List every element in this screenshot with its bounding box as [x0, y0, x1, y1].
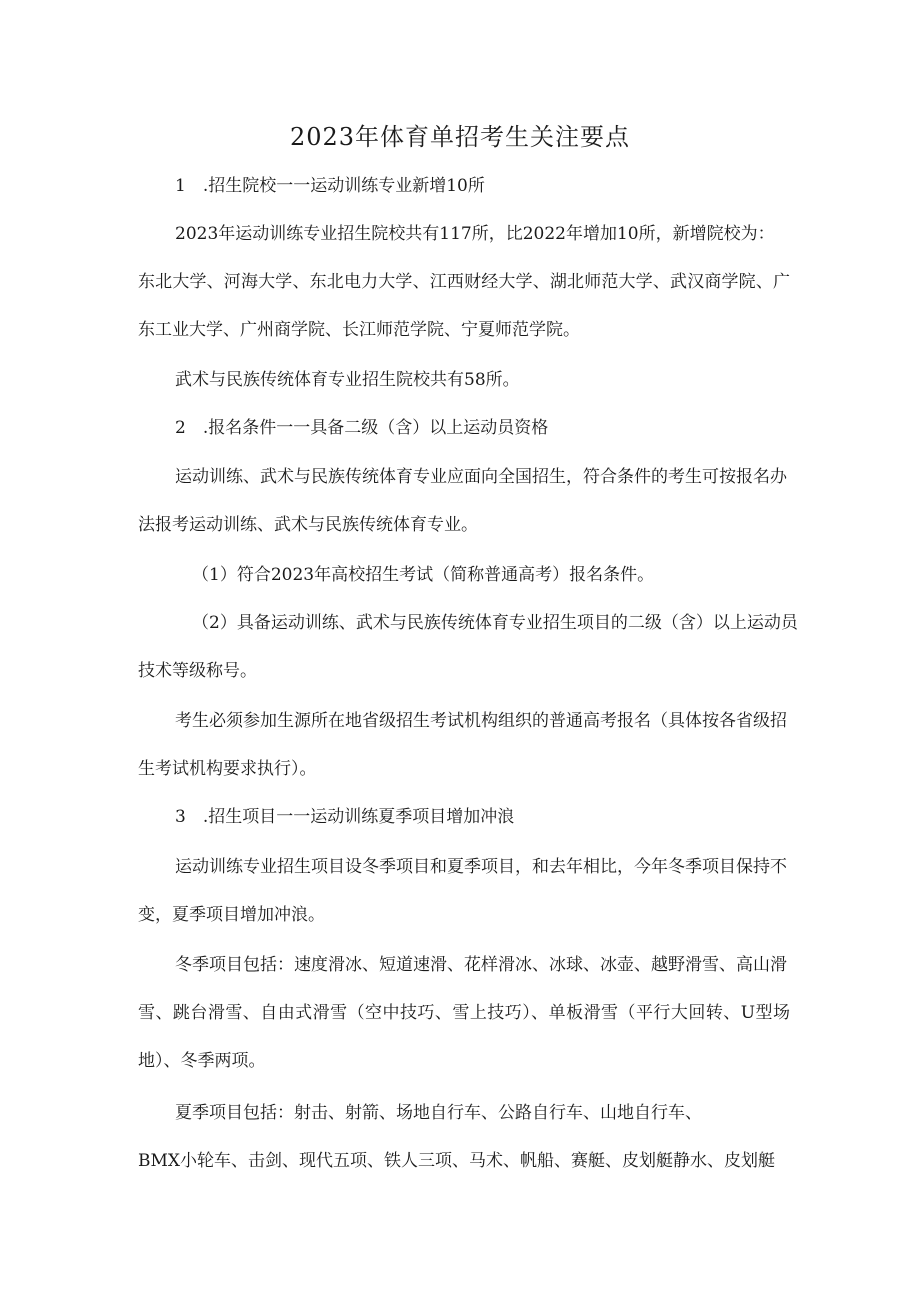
section-3-paragraph-line: 运动训练专业招生项目设冬季项目和夏季项目，和去年相比，今年冬季项目保持不	[175, 857, 787, 877]
winter-events-line: 冬季项目包括：速度滑冰、短道速滑、花样滑冰、冰球、冰壶、越野滑雪、高山滑	[175, 955, 787, 975]
section-2-heading: 2 .报名条件一一具备二级（含）以上运动员资格	[175, 418, 549, 438]
section-3-heading: 3 .招生项目一一运动训练夏季项目增加冲浪	[175, 807, 515, 827]
section-2-item-2-line: （2）具备运动训练、武术与民族传统体育专业招生项目的二级（含）以上运动员	[192, 613, 798, 633]
section-1-paragraph-2: 武术与民族传统体育专业招生院校共有58所。	[175, 370, 520, 390]
section-1-paragraph-line: 东工业大学、广州商学院、长江师范学院、宁夏师范学院。	[138, 320, 580, 340]
winter-events-line: 地）、冬季两项。	[138, 1051, 266, 1071]
winter-events-line: 雪、跳台滑雪、自由式滑雪（空中技巧、雪上技巧）、单板滑雪（平行大回转、U型场	[138, 1003, 790, 1023]
section-2-paragraph-line: 运动训练、武术与民族传统体育专业应面向全国招生，符合条件的考生可按报名办	[175, 467, 787, 487]
section-2-item-1: （1）符合2023年高校招生考试（简称普通高考）报名条件。	[192, 565, 655, 585]
section-1-paragraph-line: 2023年运动训练专业招生院校共有117所，比2022年增加10所，新增院校为：	[175, 224, 775, 244]
section-3-paragraph-line: 变，夏季项目增加冲浪。	[138, 905, 325, 925]
section-2-paragraph-2-line: 生考试机构要求执行）。	[138, 759, 317, 779]
summer-events-line: BMX小轮车、击剑、现代五项、铁人三项、马术、帆船、赛艇、皮划艇静水、皮划艇	[138, 1151, 776, 1171]
section-2-paragraph-line: 法报考运动训练、武术与民族传统体育专业。	[138, 515, 478, 535]
section-2-paragraph-2-line: 考生必须参加生源所在地省级招生考试机构组织的普通高考报名（具体按各省级招	[175, 711, 787, 731]
section-2-item-2-line: 技术等级称号。	[138, 661, 257, 681]
summer-events-line: 夏季项目包括：射击、射箭、场地自行车、公路自行车、山地自行车、	[175, 1103, 702, 1123]
document-title: 2023年体育单招考生关注要点	[289, 123, 631, 151]
section-1-heading: 1 .招生院校一一运动训练专业新增10所	[175, 176, 485, 196]
section-1-paragraph-line: 东北大学、河海大学、东北电力大学、江西财经大学、湖北师范大学、武汉商学院、广	[138, 272, 790, 292]
